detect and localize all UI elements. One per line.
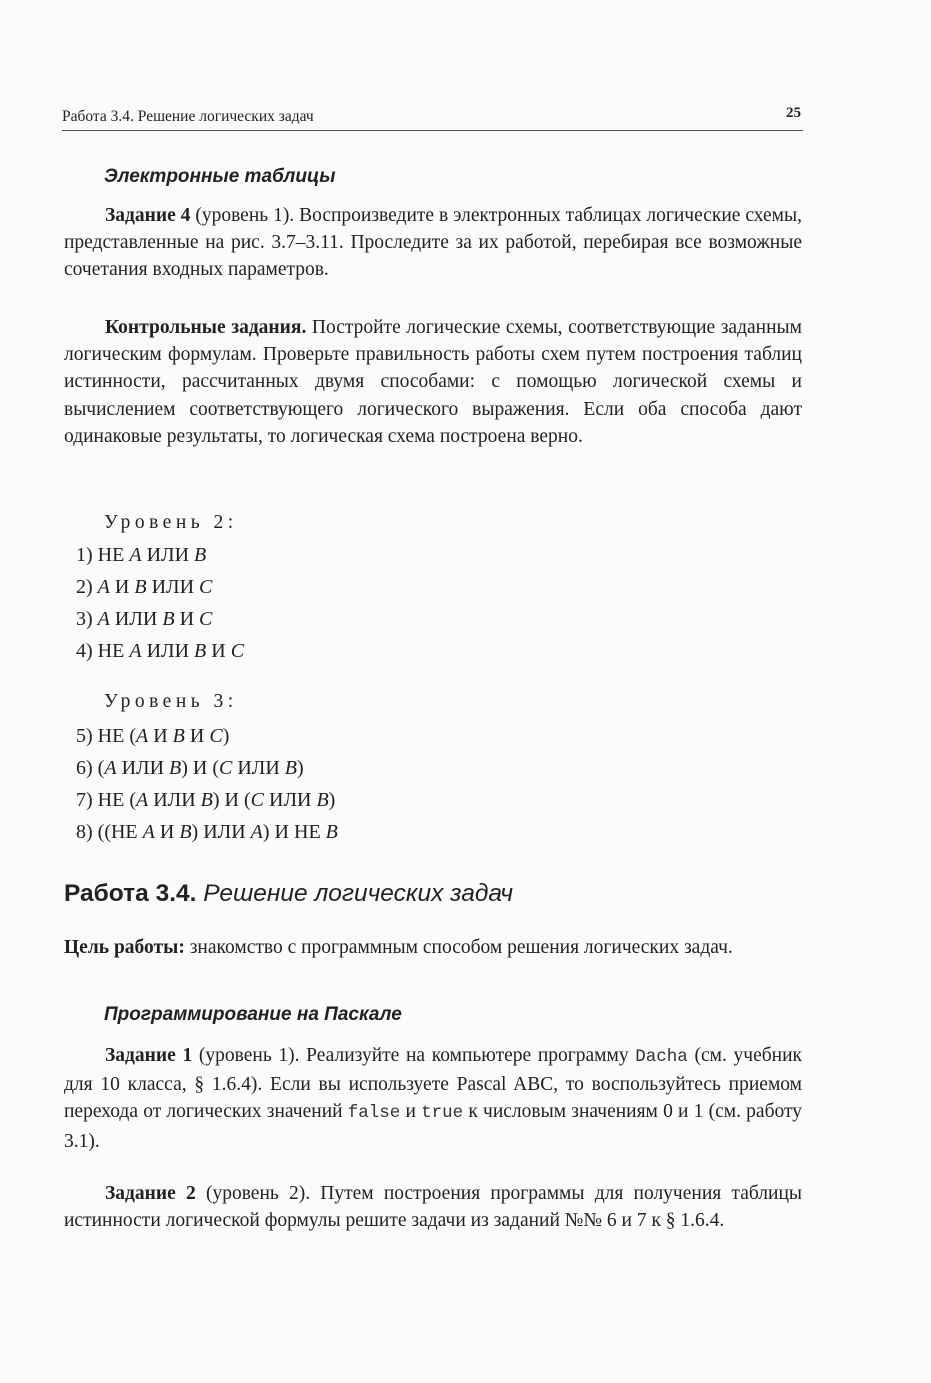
control-tasks-paragraph (64, 314, 802, 450)
variable: B (172, 725, 185, 747)
running-title: Работа 3.4. Решение логических задач (62, 108, 314, 125)
operator-text: ИЛИ (141, 640, 195, 662)
task2-label: Задание 2 (105, 1183, 196, 1204)
level2-label: Уровень 2: (104, 512, 238, 533)
variable: B (194, 544, 207, 566)
variable: B (169, 757, 182, 779)
variable: A (97, 576, 110, 598)
task2-paragraph (64, 1180, 802, 1234)
code-false: false (347, 1103, 401, 1124)
operator-text: ) (222, 725, 230, 747)
task4-text: (уровень 1). Воспроизведите в электронных таблицах логические схемы, представленные на рис. 3.7–3.11. Проследите за их работой, перебирая все возможные сочетания входных параметров. (64, 205, 802, 281)
operator-text: ) И ( (212, 789, 251, 811)
variable: A (129, 544, 142, 566)
subheading-spreadsheets: Электронные таблицы (104, 166, 336, 187)
item-number: 1) (76, 544, 98, 566)
variable: A (136, 789, 149, 811)
task2-text: (уровень 2). Путем построения программы для получения таблицы истинности логической формулы решите задачи из заданий №№ 6 и 7 к § 1.6.4. (64, 1183, 802, 1232)
section-number: Работа 3.4. (64, 880, 197, 907)
formula-item (64, 571, 802, 603)
item-number: 7) (76, 789, 98, 811)
operator-text: НЕ ( (97, 789, 136, 811)
operator-text: НЕ (97, 544, 130, 566)
variable: C (250, 789, 264, 811)
formula-item (64, 784, 802, 816)
operator-text: ( (97, 757, 105, 779)
operator-text: ИЛИ (146, 576, 200, 598)
goal-label: Цель работы: (64, 937, 185, 958)
operator-text: ИЛИ (116, 757, 170, 779)
task1-text-d: к числовым значениям 0 и 1 (см. работу 3.1). (64, 1101, 803, 1152)
variable: A (97, 608, 110, 630)
formula-item (64, 752, 802, 784)
operator-text: ИЛИ (148, 789, 201, 811)
subheading-pascal: Программирование на Паскале (104, 1004, 402, 1025)
item-number: 4) (76, 640, 98, 662)
operator-text: ИЛИ (109, 608, 163, 630)
item-number: 6) (76, 757, 98, 779)
item-number: 8) (76, 821, 98, 843)
formula-item (64, 603, 802, 635)
variable: C (219, 757, 233, 779)
section-title (64, 880, 802, 908)
task4-paragraph (64, 202, 802, 284)
variable: B (162, 608, 175, 630)
formula-item (64, 635, 802, 667)
formula-item (64, 720, 802, 752)
operator-text: И (184, 725, 210, 747)
variable: A (129, 640, 142, 662)
operator-text: ((НЕ (97, 821, 143, 843)
variable: A (250, 821, 263, 843)
goal-text: знакомство с программным способом решения логических задач. (184, 937, 733, 958)
task4-label: Задание 4 (105, 205, 191, 226)
operator-text: ИЛИ (264, 789, 317, 811)
variable: A (142, 821, 155, 843)
item-number: 5) (76, 725, 98, 747)
operator-text: ) (328, 789, 336, 811)
goal-paragraph (64, 934, 802, 961)
variable: B (200, 789, 213, 811)
operator-text: ) (297, 757, 304, 779)
task1-text-b: (см. учебник для 10 класса, § 1.6.4). Если вы используете Pascal ABC, то воспользуйтесь приемом перехода от логических значений (64, 1045, 803, 1123)
level2-list (64, 539, 802, 667)
variable: C (209, 725, 223, 747)
operator-text: ИЛИ (232, 757, 285, 779)
operator-text: НЕ ( (97, 725, 136, 747)
operator-text: И (174, 608, 200, 630)
level3-list (64, 720, 802, 848)
operator-text: ИЛИ (141, 544, 195, 566)
variable: C (199, 608, 213, 630)
operator-text: ) ИЛИ (191, 821, 251, 843)
control-tasks-label: Контрольные задания. (105, 317, 307, 338)
operator-text: И (109, 576, 135, 598)
task1-label: Задание 1 (105, 1045, 193, 1066)
variable: B (179, 821, 192, 843)
operator-text: ) И ( (181, 757, 219, 779)
operator-text: ) И НЕ (262, 821, 326, 843)
operator-text: И (154, 821, 180, 843)
variable: C (199, 576, 213, 598)
code-true: true (421, 1103, 464, 1124)
variable: C (230, 640, 245, 662)
section-name: Решение логических задач (203, 880, 514, 907)
variable: B (284, 757, 298, 779)
operator-text: НЕ (97, 640, 130, 662)
operator-text: И (206, 640, 231, 662)
variable: B (325, 821, 338, 843)
item-number: 2) (76, 576, 98, 598)
level3-label: Уровень 3: (104, 691, 238, 712)
formula-item (64, 539, 802, 571)
formula-item (64, 816, 802, 848)
page-number: 25 (786, 105, 801, 121)
variable: B (134, 576, 147, 598)
task1-paragraph (64, 1042, 802, 1155)
running-header (62, 104, 803, 131)
task1-text-c: и (400, 1101, 422, 1123)
control-tasks-text: Постройте логические схемы, соответствующие заданным логическим формулам. Проверьте правильность работы схем путем построения таблиц истинности, рассчитанных двумя способами: с помощью логической схемы и вычислением соответствующего логического выражения. Если оба способа дают одинаковые результаты, то логическая схема построена верно. (64, 317, 802, 447)
variable: A (104, 757, 117, 779)
variable: A (136, 725, 149, 747)
code-dacha: Dacha (635, 1047, 688, 1067)
operator-text: И (148, 725, 173, 747)
variable: B (316, 789, 329, 811)
item-number: 3) (76, 608, 98, 630)
task1-text-a: (уровень 1). Реализуйте на компьютере программу (192, 1045, 636, 1066)
variable: B (194, 640, 207, 662)
